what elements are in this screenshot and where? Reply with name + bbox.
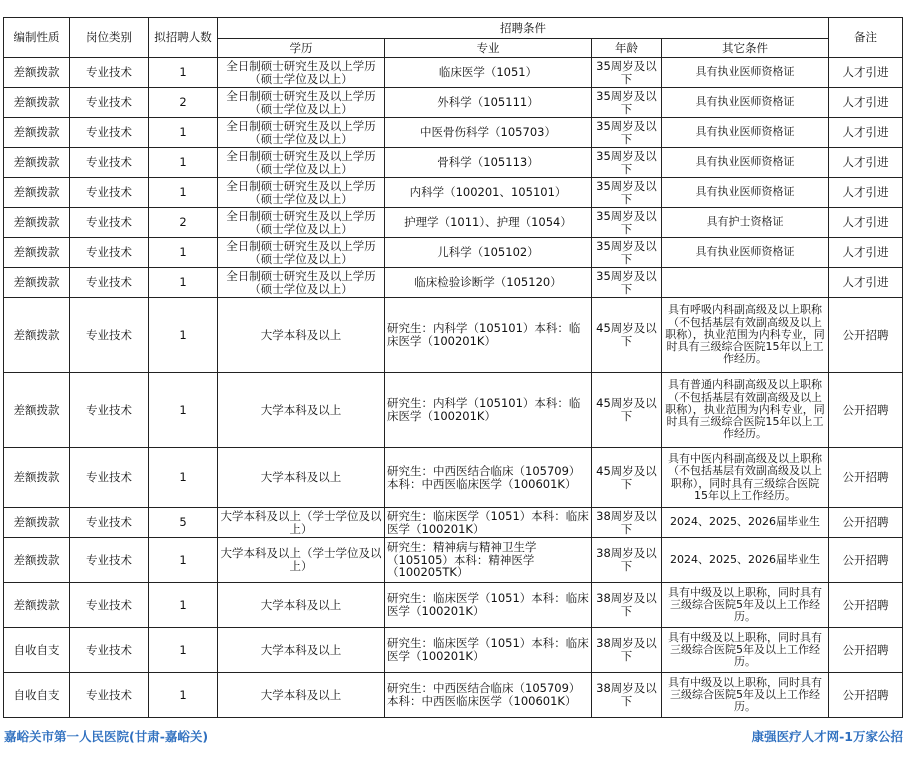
cell-remark: 公开招聘	[829, 628, 903, 673]
cell-age: 45周岁及以下	[592, 448, 662, 508]
cell-other: 具有护士资格证	[662, 208, 829, 238]
cell-other	[662, 268, 829, 298]
cell-major: 儿科学（105102）	[385, 238, 592, 268]
cell-other: 2024、2025、2026届毕业生	[662, 538, 829, 583]
cell-education: 大学本科及以上（学士学位及以上）	[218, 538, 385, 583]
table-row	[4, 508, 903, 538]
cell-major: 研究生：中西医结合临床（105709）本科：中西医临床医学（100601K）	[385, 448, 592, 508]
cell-count: 1	[149, 583, 218, 628]
cell-count: 1	[149, 178, 218, 208]
cell-other: 2024、2025、2026届毕业生	[662, 508, 829, 538]
cell-major: 研究生：内科学（105101）本科：临床医学（100201K）	[385, 298, 592, 373]
cell-education: 全日制硕士研究生及以上学历（硕士学位及以上）	[218, 58, 385, 88]
cell-major: 护理学（1011）、护理（1054）	[385, 208, 592, 238]
cell-age: 35周岁及以下	[592, 238, 662, 268]
cell-education: 全日制硕士研究生及以上学历（硕士学位及以上）	[218, 178, 385, 208]
cell-post-type: 专业技术	[70, 148, 149, 178]
table-row	[4, 118, 903, 148]
cell-age: 38周岁及以下	[592, 583, 662, 628]
cell-education: 全日制硕士研究生及以上学历（硕士学位及以上）	[218, 88, 385, 118]
cell-count: 2	[149, 208, 218, 238]
cell-nature: 差额拨款	[4, 238, 70, 268]
cell-major: 研究生：中西医结合临床（105709）本科：中西医临床医学（100601K）	[385, 673, 592, 718]
cell-nature: 差额拨款	[4, 118, 70, 148]
cell-age: 38周岁及以下	[592, 628, 662, 673]
cell-remark: 公开招聘	[829, 448, 903, 508]
cell-count: 1	[149, 118, 218, 148]
table-row	[4, 238, 903, 268]
header-other: 其它条件	[662, 39, 829, 58]
cell-post-type: 专业技术	[70, 673, 149, 718]
table-row	[4, 298, 903, 373]
table-row	[4, 148, 903, 178]
cell-count: 1	[149, 58, 218, 88]
cell-other: 具有执业医师资格证	[662, 58, 829, 88]
cell-nature: 差额拨款	[4, 298, 70, 373]
cell-count: 1	[149, 628, 218, 673]
cell-post-type: 专业技术	[70, 298, 149, 373]
cell-post-type: 专业技术	[70, 448, 149, 508]
cell-count: 1	[149, 373, 218, 448]
cell-other: 具有普通内科副高级及以上职称（不包括基层有效副高级及以上职称），执业范围为内科专业，同时具有三级综合医院15年以上工作经历。	[662, 373, 829, 448]
cell-count: 5	[149, 508, 218, 538]
cell-other: 具有中级及以上职称，同时具有三级综合医院5年及以上工作经历。	[662, 583, 829, 628]
cell-education: 大学本科及以上	[218, 628, 385, 673]
cell-age: 45周岁及以下	[592, 373, 662, 448]
cell-nature: 差额拨款	[4, 538, 70, 583]
table-row	[4, 88, 903, 118]
cell-major: 骨科学（105113）	[385, 148, 592, 178]
cell-post-type: 专业技术	[70, 508, 149, 538]
cell-post-type: 专业技术	[70, 208, 149, 238]
cell-remark: 人才引进	[829, 148, 903, 178]
cell-education: 全日制硕士研究生及以上学历（硕士学位及以上）	[218, 208, 385, 238]
cell-nature: 自收自支	[4, 628, 70, 673]
table-row	[4, 673, 903, 718]
cell-count: 1	[149, 148, 218, 178]
cell-nature: 差额拨款	[4, 58, 70, 88]
cell-post-type: 专业技术	[70, 373, 149, 448]
cell-major: 研究生：精神病与精神卫生学（105105）本科：精神医学（100205TK）	[385, 538, 592, 583]
header-remark: 备注	[829, 18, 903, 58]
table-row	[4, 538, 903, 583]
footer-hospital-name: 嘉峪关市第一人民医院(甘肃-嘉峪关)	[4, 729, 209, 744]
header-conditions: 招聘条件	[218, 18, 829, 39]
table-row	[4, 58, 903, 88]
cell-age: 35周岁及以下	[592, 148, 662, 178]
cell-education: 全日制硕士研究生及以上学历（硕士学位及以上）	[218, 148, 385, 178]
cell-count: 1	[149, 298, 218, 373]
cell-age: 38周岁及以下	[592, 673, 662, 718]
cell-nature: 差额拨款	[4, 208, 70, 238]
cell-remark: 人才引进	[829, 268, 903, 298]
cell-age: 38周岁及以下	[592, 508, 662, 538]
cell-other: 具有执业医师资格证	[662, 178, 829, 208]
cell-education: 大学本科及以上	[218, 583, 385, 628]
cell-education: 全日制硕士研究生及以上学历（硕士学位及以上）	[218, 118, 385, 148]
cell-remark: 人才引进	[829, 238, 903, 268]
header-major: 专业	[385, 39, 592, 58]
table-row	[4, 268, 903, 298]
cell-other: 具有执业医师资格证	[662, 118, 829, 148]
cell-remark: 人才引进	[829, 88, 903, 118]
cell-education: 大学本科及以上（学士学位及以上）	[218, 508, 385, 538]
cell-count: 1	[149, 238, 218, 268]
header-nature: 编制性质	[4, 18, 70, 58]
cell-age: 35周岁及以下	[592, 118, 662, 148]
cell-nature: 差额拨款	[4, 448, 70, 508]
cell-remark: 公开招聘	[829, 508, 903, 538]
cell-nature: 差额拨款	[4, 148, 70, 178]
cell-education: 全日制硕士研究生及以上学历（硕士学位及以上）	[218, 238, 385, 268]
cell-nature: 差额拨款	[4, 268, 70, 298]
cell-other: 具有中级及以上职称，同时具有三级综合医院5年及以上工作经历。	[662, 628, 829, 673]
table-row	[4, 208, 903, 238]
cell-major: 研究生：临床医学（1051）本科：临床医学（100201K）	[385, 508, 592, 538]
cell-other: 具有执业医师资格证	[662, 238, 829, 268]
cell-post-type: 专业技术	[70, 238, 149, 268]
cell-major: 研究生：内科学（105101）本科：临床医学（100201K）	[385, 373, 592, 448]
header-education: 学历	[218, 39, 385, 58]
cell-other: 具有执业医师资格证	[662, 148, 829, 178]
cell-other: 具有中级及以上职称，同时具有三级综合医院5年及以上工作经历。	[662, 673, 829, 718]
cell-education: 大学本科及以上	[218, 448, 385, 508]
cell-other: 具有执业医师资格证	[662, 88, 829, 118]
cell-remark: 公开招聘	[829, 538, 903, 583]
cell-count: 1	[149, 448, 218, 508]
table-row	[4, 178, 903, 208]
cell-other: 具有中医内科副高级及以上职称（不包括基层有效副高级及以上职称），同时具有三级综合医院15年以上工作经历。	[662, 448, 829, 508]
cell-post-type: 专业技术	[70, 268, 149, 298]
cell-remark: 公开招聘	[829, 298, 903, 373]
cell-remark: 人才引进	[829, 208, 903, 238]
cell-nature: 差额拨款	[4, 508, 70, 538]
cell-age: 38周岁及以下	[592, 538, 662, 583]
cell-post-type: 专业技术	[70, 538, 149, 583]
header-post-type: 岗位类别	[70, 18, 149, 58]
cell-major: 临床医学（1051）	[385, 58, 592, 88]
cell-post-type: 专业技术	[70, 88, 149, 118]
cell-nature: 差额拨款	[4, 178, 70, 208]
cell-post-type: 专业技术	[70, 628, 149, 673]
cell-major: 中医骨伤科学（105703）	[385, 118, 592, 148]
cell-age: 45周岁及以下	[592, 298, 662, 373]
cell-age: 35周岁及以下	[592, 208, 662, 238]
cell-count: 1	[149, 268, 218, 298]
cell-education: 大学本科及以上	[218, 673, 385, 718]
header-count: 拟招聘人数	[149, 18, 218, 58]
cell-age: 35周岁及以下	[592, 178, 662, 208]
cell-count: 1	[149, 673, 218, 718]
cell-age: 35周岁及以下	[592, 268, 662, 298]
cell-nature: 差额拨款	[4, 373, 70, 448]
cell-remark: 人才引进	[829, 118, 903, 148]
cell-post-type: 专业技术	[70, 118, 149, 148]
header-age: 年龄	[592, 39, 662, 58]
cell-major: 研究生：临床医学（1051）本科：临床医学（100201K）	[385, 628, 592, 673]
cell-remark: 公开招聘	[829, 373, 903, 448]
cell-nature: 差额拨款	[4, 88, 70, 118]
cell-count: 1	[149, 538, 218, 583]
cell-education: 大学本科及以上	[218, 298, 385, 373]
cell-post-type: 专业技术	[70, 178, 149, 208]
cell-major: 临床检验诊断学（105120）	[385, 268, 592, 298]
cell-post-type: 专业技术	[70, 58, 149, 88]
cell-other: 具有呼吸内科副高级及以上职称（不包括基层有效副高级及以上职称），执业范围为内科专业，同时具有三级综合医院15年以上工作经历。	[662, 298, 829, 373]
cell-remark: 人才引进	[829, 178, 903, 208]
cell-education: 全日制硕士研究生及以上学历（硕士学位及以上）	[218, 268, 385, 298]
cell-remark: 公开招聘	[829, 583, 903, 628]
table-row	[4, 628, 903, 673]
cell-remark: 人才引进	[829, 58, 903, 88]
table-row	[4, 373, 903, 448]
cell-major: 内科学（100201、105101）	[385, 178, 592, 208]
recruitment-table	[3, 17, 903, 718]
cell-age: 35周岁及以下	[592, 58, 662, 88]
cell-remark: 公开招聘	[829, 673, 903, 718]
cell-age: 35周岁及以下	[592, 88, 662, 118]
cell-post-type: 专业技术	[70, 583, 149, 628]
cell-nature: 差额拨款	[4, 583, 70, 628]
cell-count: 2	[149, 88, 218, 118]
table-row	[4, 583, 903, 628]
footer-site-name: 康强医疗人才网-1万家公招	[751, 729, 903, 744]
cell-major: 研究生：临床医学（1051）本科：临床医学（100201K）	[385, 583, 592, 628]
cell-education: 大学本科及以上	[218, 373, 385, 448]
cell-major: 外科学（105111）	[385, 88, 592, 118]
table-row	[4, 448, 903, 508]
cell-nature: 自收自支	[4, 673, 70, 718]
